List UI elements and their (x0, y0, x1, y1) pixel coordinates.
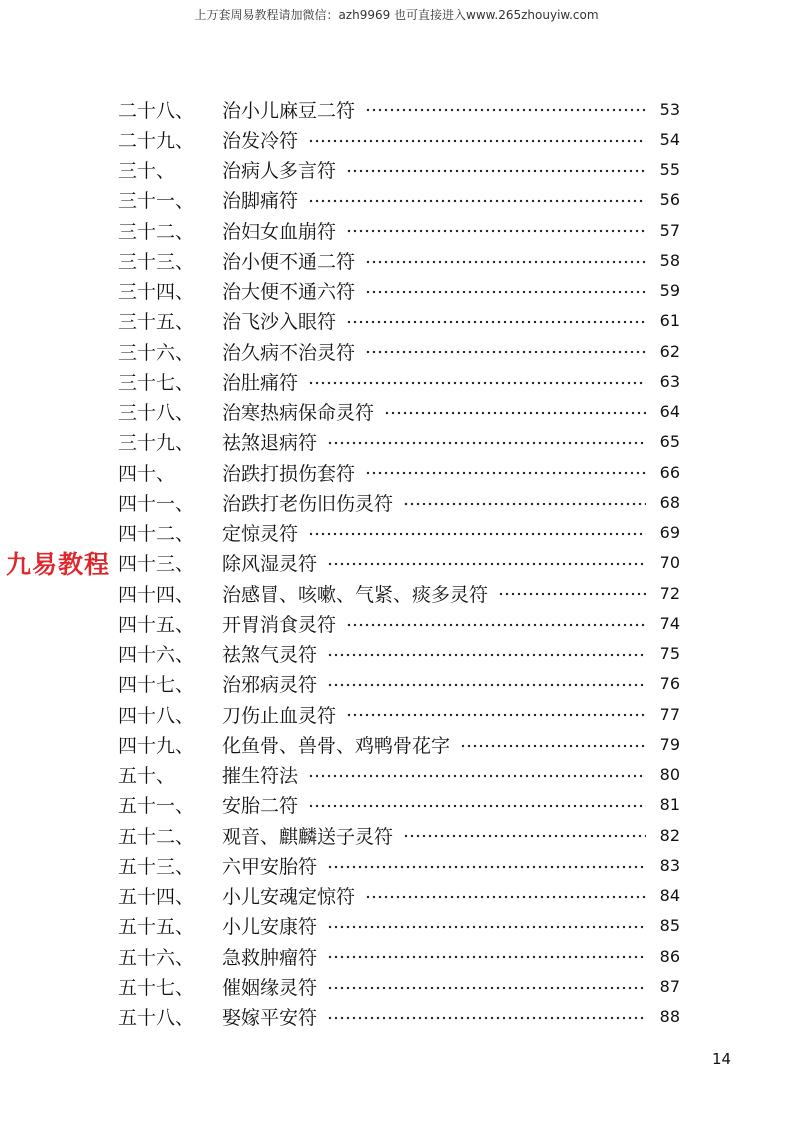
toc-dot-leader (346, 614, 646, 633)
toc-dot-leader (327, 432, 646, 451)
toc-dot-leader (460, 735, 646, 754)
toc-entry-number: 五十一、 (118, 795, 195, 818)
toc-entry-page: 61 (659, 311, 680, 331)
toc-entry-page: 80 (659, 765, 680, 785)
toc-entry (118, 578, 680, 608)
toc-dot-leader (365, 886, 646, 905)
toc-entry (118, 366, 680, 396)
toc-entry (118, 548, 680, 578)
toc-entry-title: 治跌打损伤套符 (222, 462, 356, 485)
toc-entry-title: 小儿安康符 (222, 916, 318, 939)
toc-entry-title: 开胃消食灵符 (222, 613, 337, 636)
toc-entry-page: 72 (659, 583, 680, 603)
toc-entry (118, 397, 680, 427)
toc-entry-number: 四十七、 (118, 674, 195, 697)
toc-entry-title: 摧生符法 (222, 765, 299, 788)
toc-entry-page: 66 (659, 462, 680, 482)
toc-dot-leader (327, 947, 646, 966)
toc-entry-title: 治大便不通六符 (222, 281, 356, 304)
toc-entry-page: 77 (659, 704, 680, 724)
toc-entry (118, 487, 680, 517)
toc-entry-title: 定惊灵符 (222, 523, 299, 546)
toc-entry-title: 治飞沙入眼符 (222, 311, 337, 334)
toc-dot-leader (308, 523, 646, 542)
toc-entry-page: 53 (659, 99, 680, 119)
toc-entry (118, 124, 680, 154)
toc-entry-number: 四十四、 (118, 583, 195, 606)
toc-entry-number: 五十、 (118, 765, 176, 788)
toc-dot-leader (346, 160, 646, 179)
toc-entry-number: 五十五、 (118, 916, 195, 939)
toc-entry-title: 除风湿灵符 (222, 553, 318, 576)
toc-entry-number: 四十八、 (118, 704, 195, 727)
toc-entry-number: 五十三、 (118, 855, 195, 878)
toc-entry-title: 催姻缘灵符 (222, 976, 318, 999)
toc-dot-leader (327, 856, 646, 875)
toc-entry-page: 79 (659, 734, 680, 754)
toc-entry (118, 245, 680, 275)
toc-entry-title: 治邪病灵符 (222, 674, 318, 697)
toc-entry-number: 三十一、 (118, 190, 195, 213)
toc-entry (118, 306, 680, 336)
toc-dot-leader (365, 281, 646, 300)
toc-entry-title: 小儿安魂定惊符 (222, 886, 356, 909)
toc-entry-number: 三十九、 (118, 432, 195, 455)
toc-entry-number: 三十八、 (118, 402, 195, 425)
toc-dot-leader (346, 221, 646, 240)
toc-entry-number: 四十二、 (118, 523, 195, 546)
toc-entry-page: 70 (659, 553, 680, 573)
toc-entry (118, 336, 680, 366)
toc-entry-number: 三十、 (118, 160, 176, 183)
toc-dot-leader (384, 402, 646, 421)
toc-entry-title: 祛煞退病符 (222, 432, 318, 455)
toc-entry (118, 276, 680, 306)
toc-entry-page: 68 (659, 492, 680, 512)
toc-dot-leader (327, 644, 646, 663)
toc-entry-title: 娶嫁平安符 (222, 1007, 318, 1030)
toc-dot-leader (498, 584, 646, 603)
toc-dot-leader (327, 916, 646, 935)
toc-entry-page: 62 (659, 341, 680, 361)
toc-entry-title: 观音、麒麟送子灵符 (222, 825, 394, 848)
toc-entry-number: 三十七、 (118, 371, 195, 394)
toc-entry-title: 治感冒、咳嗽、气紧、痰多灵符 (222, 583, 489, 606)
toc-entry-title: 治跌打老伤旧伤灵符 (222, 492, 394, 515)
toc-entry-page: 64 (659, 402, 680, 422)
toc-entry (118, 1002, 680, 1032)
toc-entry-page: 65 (659, 432, 680, 452)
toc-dot-leader (327, 977, 646, 996)
toc-entry-title: 祛煞气灵符 (222, 644, 318, 667)
page-header: 上万套周易教程请加微信：azh9969 也可直接进入www.265zhouyiw.com (194, 8, 599, 22)
toc-entry-page: 57 (659, 220, 680, 240)
toc-entry (118, 729, 680, 759)
toc-entry-number: 五十四、 (118, 886, 195, 909)
toc-entry (118, 215, 680, 245)
toc-dot-leader (365, 463, 646, 482)
toc-entry (118, 850, 680, 880)
toc-entry-page: 56 (659, 190, 680, 210)
toc-dot-leader (308, 795, 646, 814)
toc-dot-leader (365, 100, 646, 119)
toc-entry-title: 急救肿瘤符 (222, 946, 318, 969)
page-number: 14 (712, 1050, 732, 1068)
toc-entry-page: 63 (659, 371, 680, 391)
toc-entry-title: 治小儿麻豆二符 (222, 99, 356, 122)
toc-entry-page: 59 (659, 281, 680, 301)
toc-entry-title: 治小便不通二符 (222, 250, 356, 273)
toc-dot-leader (327, 553, 646, 572)
toc-entry-page: 75 (659, 644, 680, 664)
watermark-text: 九易教程 (6, 550, 111, 579)
toc-entry-number: 三十二、 (118, 220, 195, 243)
toc-entry (118, 94, 680, 124)
toc-entry-number: 三十四、 (118, 281, 195, 304)
toc-entry-page: 54 (659, 129, 680, 149)
toc-entry-number: 四十一、 (118, 492, 195, 515)
toc-dot-leader (308, 190, 646, 209)
toc-entry-number: 三十六、 (118, 341, 195, 364)
toc-entry-number: 三十三、 (118, 250, 195, 273)
toc-entry-number: 二十八、 (118, 99, 195, 122)
toc-entry-number: 四十五、 (118, 613, 195, 636)
toc-entry (118, 941, 680, 971)
toc-entry (118, 820, 680, 850)
toc-entry-title: 治发冷符 (222, 129, 299, 152)
toc-entry-title: 治病人多言符 (222, 160, 337, 183)
toc-dot-leader (308, 372, 646, 391)
toc-dot-leader (327, 674, 646, 693)
toc-entry (118, 639, 680, 669)
toc-entry-page: 87 (659, 976, 680, 996)
toc-entry-title: 治久病不治灵符 (222, 341, 356, 364)
toc-entry-title: 六甲安胎符 (222, 855, 318, 878)
toc-dot-leader (346, 705, 646, 724)
toc-entry-page: 86 (659, 946, 680, 966)
toc-dot-leader (365, 342, 646, 361)
toc-entry (118, 608, 680, 638)
toc-entry-page: 85 (659, 916, 680, 936)
toc-entry-page: 88 (659, 1007, 680, 1027)
toc-entry-title: 治妇女血崩符 (222, 220, 337, 243)
toc-dot-leader (403, 826, 646, 845)
toc-entry-title: 化鱼骨、兽骨、鸡鸭骨花字 (222, 734, 451, 757)
toc-entry-number: 二十九、 (118, 129, 195, 152)
toc-dot-leader (365, 251, 646, 270)
toc-dot-leader (308, 765, 646, 784)
toc-entry-number: 四十三、 (118, 553, 195, 576)
toc-entry (118, 427, 680, 457)
toc-entry-page: 82 (659, 825, 680, 845)
toc-entry (118, 457, 680, 487)
toc-entry-number: 五十六、 (118, 946, 195, 969)
toc-entry (118, 881, 680, 911)
toc-entry-number: 三十五、 (118, 311, 195, 334)
toc-entry-number: 五十八、 (118, 1007, 195, 1030)
toc-entry-page: 83 (659, 855, 680, 875)
toc-entry-number: 四十、 (118, 462, 176, 485)
toc-entry-title: 安胎二符 (222, 795, 299, 818)
toc-entry-title: 治脚痛符 (222, 190, 299, 213)
toc-entry-page: 58 (659, 250, 680, 270)
toc-entry-page: 55 (659, 160, 680, 180)
toc-entry (118, 971, 680, 1001)
toc-entry (118, 790, 680, 820)
toc-entry-number: 五十二、 (118, 825, 195, 848)
toc-entry (118, 669, 680, 699)
toc-dot-leader (346, 311, 646, 330)
toc-entry-number: 四十九、 (118, 734, 195, 757)
toc-dot-leader (308, 130, 646, 149)
toc-entry (118, 518, 680, 548)
toc-entry-title: 刀伤止血灵符 (222, 704, 337, 727)
toc-entry (118, 911, 680, 941)
toc-entry-title: 治肚痛符 (222, 371, 299, 394)
table-of-contents (118, 94, 680, 1032)
toc-entry (118, 699, 680, 729)
toc-entry (118, 760, 680, 790)
toc-entry-page: 76 (659, 674, 680, 694)
toc-entry (118, 185, 680, 215)
toc-entry-title: 治寒热病保命灵符 (222, 402, 375, 425)
toc-entry-number: 四十六、 (118, 644, 195, 667)
toc-entry-page: 74 (659, 613, 680, 633)
toc-entry-page: 84 (659, 886, 680, 906)
toc-entry-page: 81 (659, 795, 680, 815)
toc-entry-number: 五十七、 (118, 976, 195, 999)
toc-entry (118, 155, 680, 185)
toc-dot-leader (403, 493, 646, 512)
toc-dot-leader (327, 1007, 646, 1026)
toc-entry-page: 69 (659, 523, 680, 543)
